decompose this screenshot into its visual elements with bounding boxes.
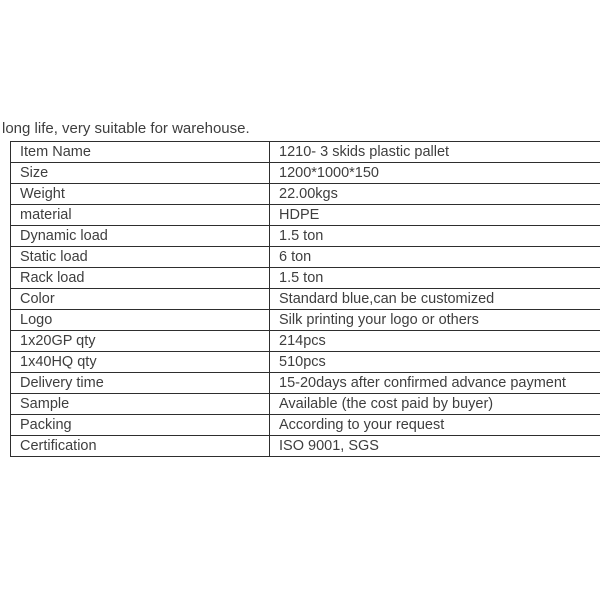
spec-label-cell: Packing — [11, 415, 270, 436]
spec-label-cell: Static load — [11, 247, 270, 268]
table-row — [11, 436, 600, 457]
spec-label-cell: Size — [11, 163, 270, 184]
table-row — [11, 352, 600, 373]
spec-label-cell: Sample — [11, 394, 270, 415]
spec-value-cell: 15-20days after confirmed advance payment — [270, 373, 600, 394]
table-row — [11, 415, 600, 436]
table-row — [11, 373, 600, 394]
table-row — [11, 331, 600, 352]
spec-label-cell: 1x20GP qty — [11, 331, 270, 352]
spec-label-cell: Delivery time — [11, 373, 270, 394]
table-row — [11, 289, 600, 310]
table-row — [11, 184, 600, 205]
spec-value-cell: 214pcs — [270, 331, 600, 352]
spec-value-cell: Available (the cost paid by buyer) — [270, 394, 600, 415]
table-row — [11, 142, 600, 163]
spec-label-cell: Item Name — [11, 142, 270, 163]
table-row — [11, 205, 600, 226]
spec-label-cell: Dynamic load — [11, 226, 270, 247]
spec-value-cell: HDPE — [270, 205, 600, 226]
table-row — [11, 268, 600, 289]
spec-value-cell: Standard blue,can be customized — [270, 289, 600, 310]
table-row — [11, 226, 600, 247]
intro-text: long life, very suitable for warehouse. — [2, 120, 250, 137]
spec-value-cell: Silk printing your logo or others — [270, 310, 600, 331]
spec-label-cell: Weight — [11, 184, 270, 205]
spec-value-cell: 1.5 ton — [270, 268, 600, 289]
spec-value-cell: 22.00kgs — [270, 184, 600, 205]
table-row — [11, 163, 600, 184]
spec-label-cell: Rack load — [11, 268, 270, 289]
spec-value-cell: ISO 9001, SGS — [270, 436, 600, 457]
spec-value-cell: According to your request — [270, 415, 600, 436]
table-row — [11, 310, 600, 331]
spec-label-cell: 1x40HQ qty — [11, 352, 270, 373]
spec-value-cell: 1200*1000*150 — [270, 163, 600, 184]
spec-value-cell: 6 ton — [270, 247, 600, 268]
spec-value-cell: 1.5 ton — [270, 226, 600, 247]
spec-label-cell: Logo — [11, 310, 270, 331]
spec-value-cell: 510pcs — [270, 352, 600, 373]
spec-value-cell: 1210- 3 skids plastic pallet — [270, 142, 600, 163]
spec-label-cell: Color — [11, 289, 270, 310]
spec-label-cell: Certification — [11, 436, 270, 457]
spec-label-cell: material — [11, 205, 270, 226]
product-spec-table — [10, 141, 600, 457]
table-row — [11, 394, 600, 415]
table-row — [11, 247, 600, 268]
